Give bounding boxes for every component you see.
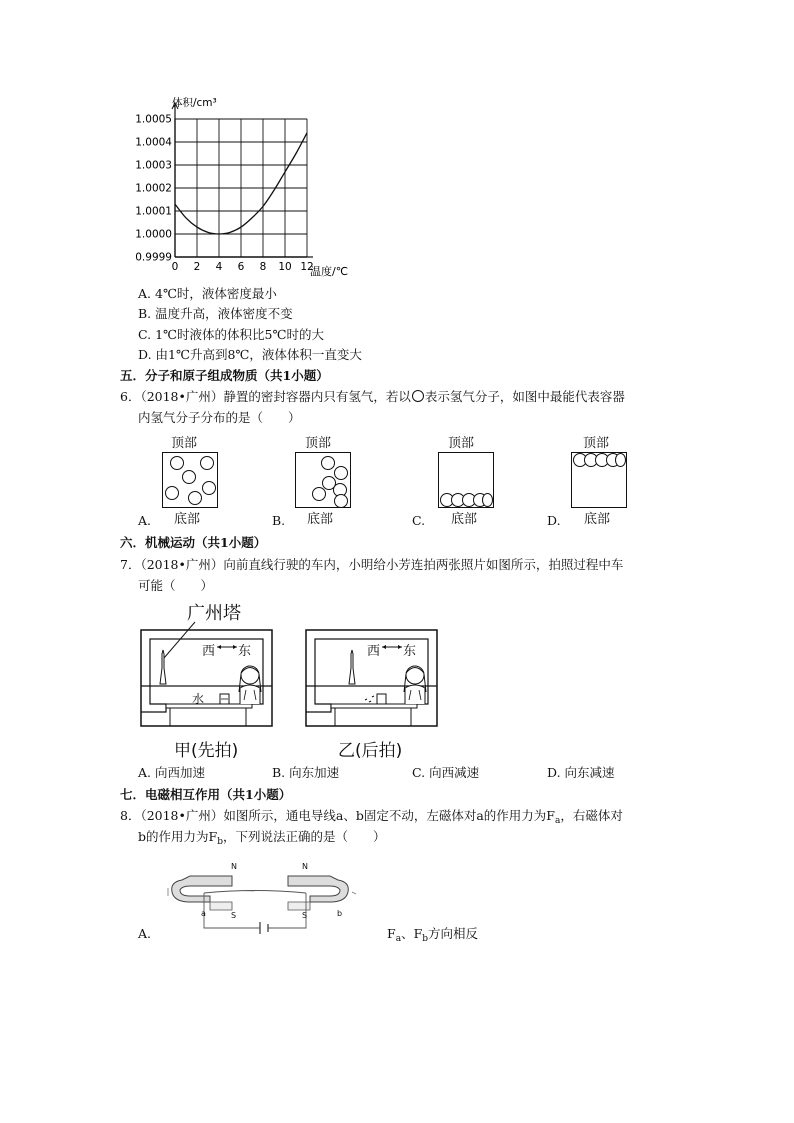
chart-x-tick-label: 0 (171, 261, 179, 273)
q6-stem-line1 (120, 387, 625, 407)
photo-jia (140, 620, 275, 730)
direction-east-label-yi: 东 (403, 644, 417, 659)
volume-temperature-chart (120, 92, 380, 282)
container-d-bottom-label: 底部 (584, 512, 611, 527)
direction-east-label-jia: 东 (238, 644, 252, 659)
q7-stem-line1: 7．（2018•广州）向前直线行驶的车内，小明给小芳连拍两张照片如图所示，拍照过程中车 (120, 557, 624, 572)
q6-option-c[interactable]: C. (412, 513, 426, 528)
option-letter: B. (272, 765, 286, 780)
molecule-icon (334, 466, 348, 480)
option-text: 4℃时，液体密度最小 (155, 286, 277, 301)
chart-y-tick-label: 1.0001 (135, 205, 172, 218)
container-c-top-label: 顶部 (448, 436, 475, 451)
chart-y-tick-label: 1.0003 (135, 159, 172, 172)
option-letter: A. (138, 765, 152, 780)
molecule-icon (170, 456, 184, 470)
q7-option-a[interactable] (138, 763, 205, 783)
option-letter: A. (138, 286, 152, 301)
container-b-top-label: 顶部 (305, 436, 332, 451)
direction-west-label-jia: 西 (202, 644, 216, 659)
q6-text-part: 表示氢气分子，如图中最能代表容器 (424, 389, 625, 404)
q7-option-b[interactable] (272, 763, 339, 783)
q8-text-part: b的作用力为F (138, 829, 218, 844)
molecule-icon (182, 470, 196, 484)
option-letter: B. (138, 306, 152, 321)
chart-x-tick-label: 2 (193, 261, 201, 273)
container-a-top-label: 顶部 (171, 436, 198, 451)
q6-option-d[interactable]: D. (547, 513, 561, 528)
chart-x-tick-label: 12 (300, 261, 314, 273)
container-b-bottom-label: 底部 (307, 512, 334, 527)
option-letter: D. (138, 347, 152, 362)
option-text: 向东减速 (564, 765, 615, 780)
container-b (295, 452, 351, 508)
q6-option-b[interactable]: B. (272, 513, 286, 528)
q8-subscript: a (554, 816, 561, 826)
q6-stem-line2: 内氢气分子分布的是（ ） (138, 410, 301, 425)
section-heading-7: 七．电磁相互作用（共1小题） (120, 787, 292, 802)
magnet-left-n: N (231, 862, 237, 871)
tower-label: 广州塔 (187, 603, 241, 624)
chart-y-tick-label: 1.0000 (135, 228, 172, 241)
molecule-icon (321, 456, 335, 470)
magnet-right-s: S (302, 911, 308, 920)
option-letter: C. (138, 327, 152, 342)
container-a-bottom-label: 底部 (174, 512, 201, 527)
molecule-icon (312, 487, 326, 501)
q5-option-c[interactable] (138, 325, 324, 345)
water-label: 水 (192, 692, 205, 706)
q7-option-c[interactable] (412, 763, 479, 783)
chart-y-tick-label: 1.0002 (135, 182, 172, 195)
magnet-right-n: N (302, 862, 308, 871)
container-c-bottom-label: 底部 (451, 512, 478, 527)
q8-option-a-letter[interactable]: A. (138, 926, 152, 941)
chart-y-tick-label: 0.9999 (135, 251, 172, 264)
option-text: 向西加速 (155, 765, 206, 780)
chart-x-axis-label: 温度/℃ (310, 265, 349, 278)
section-heading-5: 五．分子和原子组成物质（共1小题） (120, 368, 329, 383)
q8-answer-sub: a (395, 934, 402, 944)
q8-stem-line2 (138, 827, 385, 852)
q8-answer-part: 、F (401, 926, 423, 941)
photo-jia-caption: 甲(先拍) (174, 741, 239, 761)
molecule-icon (200, 456, 214, 470)
chart-grid (172, 103, 313, 257)
q8-option-a-text[interactable] (387, 924, 478, 949)
molecule-icon (165, 486, 179, 500)
wire-b-label: b (337, 909, 343, 918)
molecule-icon (615, 453, 626, 467)
molecule-icon (334, 494, 348, 508)
option-text: 向西减速 (429, 765, 480, 780)
molecule-icon (202, 481, 216, 495)
q6-option-a[interactable]: A. (138, 513, 152, 528)
q5-option-a[interactable] (138, 284, 277, 304)
chart-y-axis-label: 体积/cm³ (172, 97, 217, 109)
magnet-left-s: S (231, 911, 237, 920)
q8-text-part: ，下列说法正确的是（ ） (222, 829, 386, 844)
option-text: 温度升高，液体密度不变 (155, 306, 293, 321)
q6-text-part: 6．（2018•广州）静置的密封容器内只有氢气，若以 (120, 389, 411, 404)
molecule-icon (188, 491, 202, 505)
q5-option-b[interactable] (138, 304, 293, 324)
q5-option-d[interactable] (138, 345, 362, 365)
q7-stem-line2: 可能（ ） (138, 578, 214, 593)
wire-a-label: a (201, 909, 206, 918)
chart-y-tick-label: 1.0004 (135, 136, 172, 149)
chart-x-tick-label: 10 (278, 261, 292, 273)
option-text: 1℃时液体的体积比5℃时的大 (155, 327, 324, 342)
photo-yi (305, 620, 440, 730)
option-letter: D. (547, 765, 561, 780)
q8-text-part: 8．（2018•广州）如图所示，通电导线a、b固定不动，左磁体对a的作用力为F (120, 808, 555, 823)
option-letter: C. (412, 765, 426, 780)
q7-option-d[interactable] (547, 763, 615, 783)
q8-text-part: ，右磁体对 (560, 808, 623, 823)
chart-x-tick-label: 8 (259, 261, 267, 273)
container-c (438, 452, 494, 508)
option-text: 向东加速 (289, 765, 340, 780)
chart-x-tick-label: 4 (215, 261, 223, 273)
direction-west-label-yi: 西 (367, 644, 381, 659)
q8-answer-part: F (387, 926, 396, 941)
container-d (571, 452, 627, 508)
container-d-top-label: 顶部 (583, 436, 610, 451)
chart-ticks (135, 114, 313, 274)
q8-answer-sub: b (422, 934, 429, 944)
chart-x-tick-label: 6 (237, 261, 245, 273)
q8-answer-part: 方向相反 (428, 926, 479, 941)
magnet-wire-figure (160, 858, 360, 940)
q8-subscript: b (217, 837, 223, 847)
section-heading-6: 六．机械运动（共1小题） (120, 535, 267, 550)
molecule-icon (482, 493, 493, 507)
container-a (162, 452, 218, 508)
chart-y-tick-label: 1.0005 (135, 113, 172, 126)
option-text: 由1℃升高到8℃，液体体积一直变大 (155, 347, 362, 362)
molecule-symbol-icon (412, 390, 424, 402)
photo-yi-caption: 乙(后拍) (338, 741, 403, 761)
